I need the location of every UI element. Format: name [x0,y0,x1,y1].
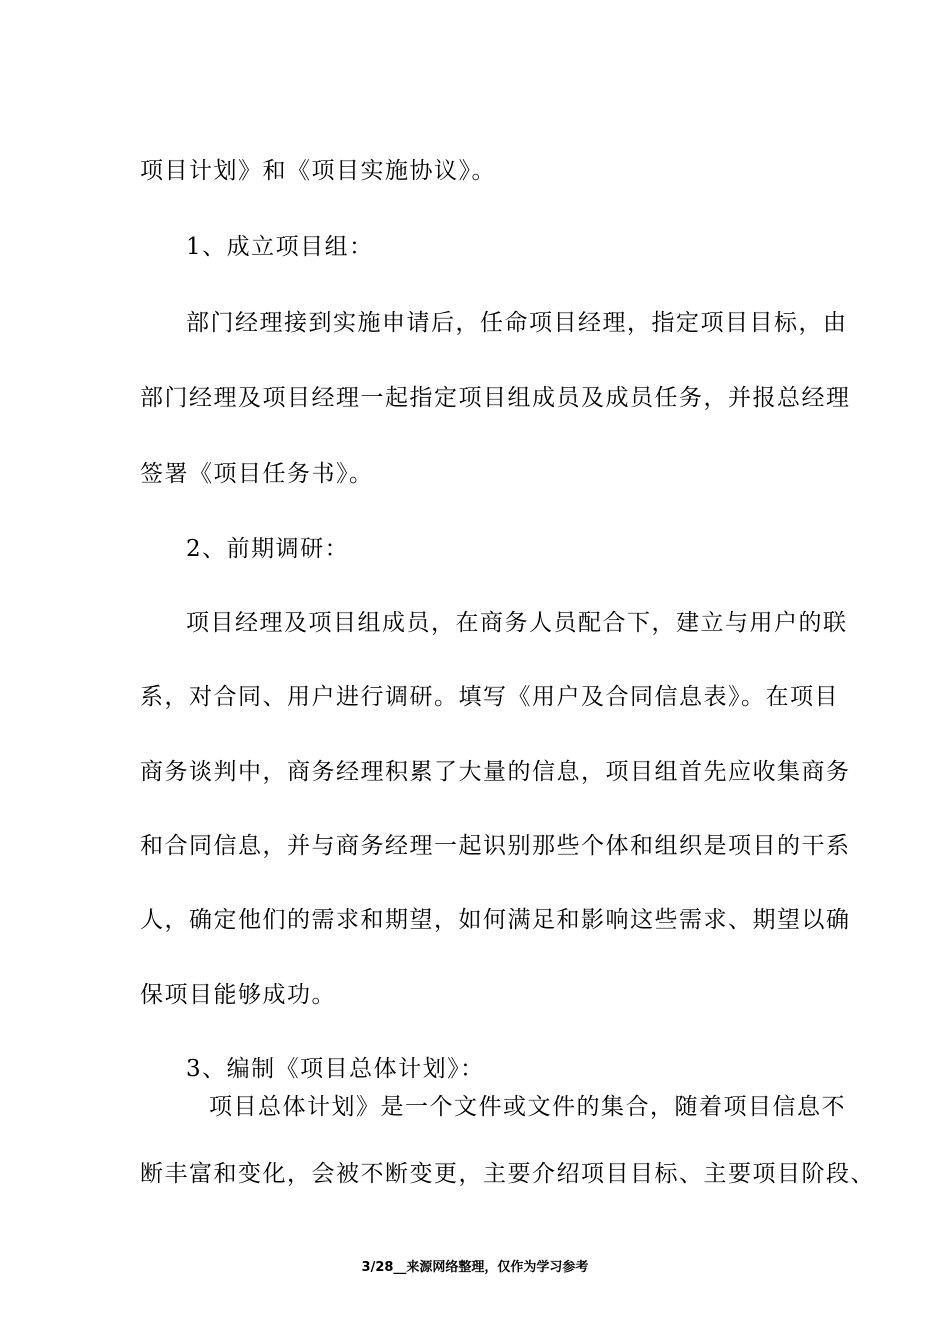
text-line: 项目经理及项目组成员，在商务人员配合下，建立与用户的联 [186,610,848,636]
text-line: 人，确定他们的需求和期望，如何满足和影响这些需求、期望以确 [140,907,851,933]
text-line: 签署《项目任务书》。 [140,461,374,487]
section-heading-3: 3、编制《项目总体计划》： [186,1056,485,1082]
page-footer: 3/28__来源网络整理，仅作为学习参考 [361,1260,589,1275]
text-line: 部门经理接到实施申请后，任命项目经理，指定项目目标，由 [186,310,848,336]
section-heading-2: 2、前期调研： [186,536,350,562]
text-line: 部门经理及项目经理一起指定项目组成员及成员任务，并报总经理 [140,385,851,411]
text-line: 商务谈判中，商务经理积累了大量的信息，项目组首先应收集商务 [140,759,851,785]
text-line: 和合同信息，并与商务经理一起识别那些个体和组织是项目的干系 [140,833,851,859]
text-line: 项目总体计划》是一个文件或文件的集合，随着项目信息不 [209,1094,846,1120]
section-heading-1: 1、成立项目组： [186,234,374,260]
text-line: 项目计划》和《项目实施协议》。 [140,158,496,184]
text-line: 保项目能够成功。 [140,982,336,1008]
text-line: 断丰富和变化，会被不断变更，主要介绍项目目标、主要项目阶段、 [140,1161,875,1187]
text-line: 系，对合同、用户进行调研。填写《用户及合同信息表》。在项目 [140,684,839,710]
